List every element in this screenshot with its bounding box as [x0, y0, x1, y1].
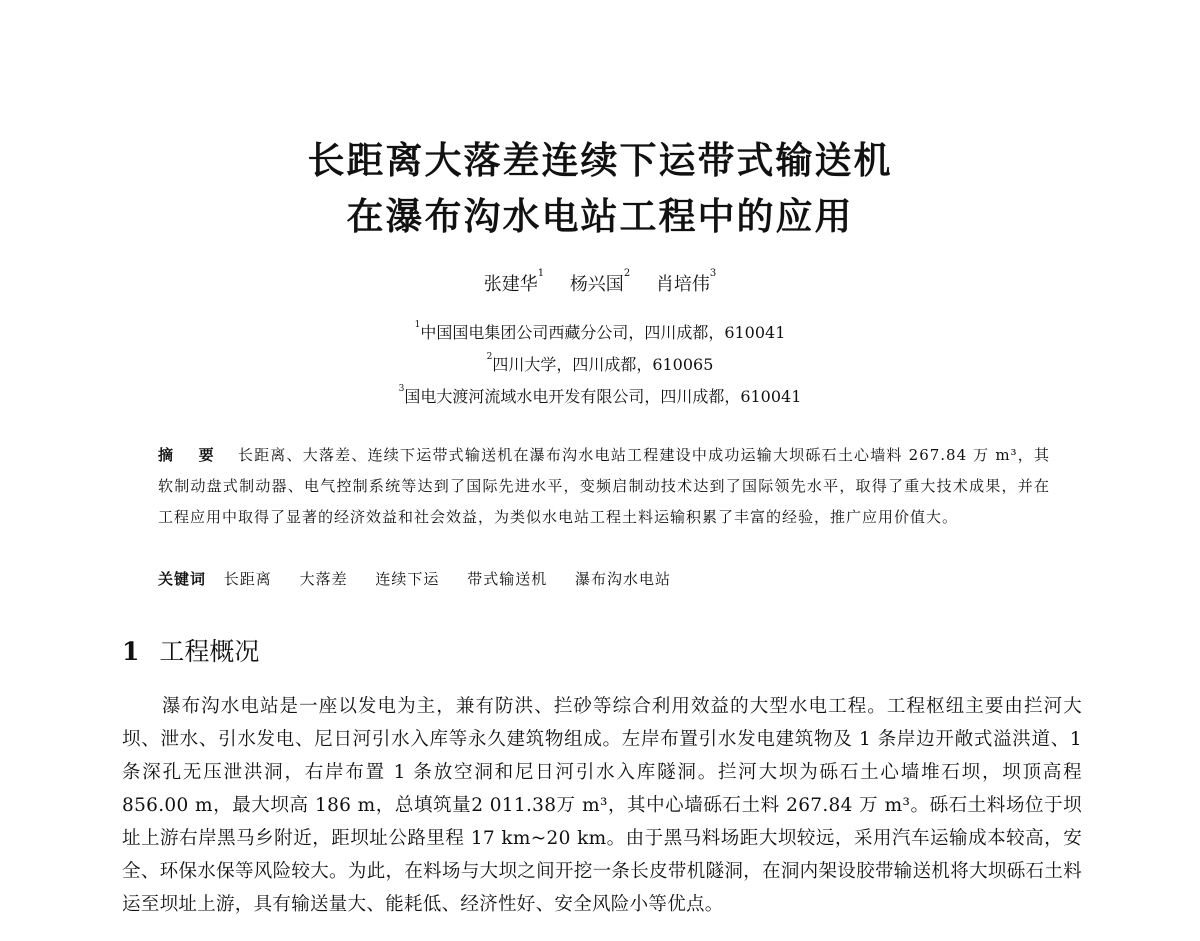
author-sup: 1: [537, 268, 545, 279]
paper-title-line-1: 长距离大落差连续下运带式输送机: [307, 139, 893, 182]
author-2: [570, 270, 630, 296]
affiliation-text: 中国国电集团公司西藏分公司，四川成都，610041: [420, 323, 786, 342]
keyword: 瀑布沟水电站: [574, 570, 671, 588]
keyword: 连续下运: [375, 570, 440, 588]
affiliation-sup: 2: [486, 352, 493, 362]
keyword: 带式输送机: [467, 570, 548, 588]
author-1: [484, 270, 544, 296]
abstract-text: 长距离、大落差、连续下运带式输送机在瀑布沟水电站工程建设中成功运输大坝砾石土心墙料 267.84 万 m³，其软制动盘式制动器、电气控制系统等达到了国际先进水平，变频启制动技术达到了国际领先水平，取得了重大技术成果，并在工程应用中取得了显著的经济效益和社会效益，为类似水电站工程土料运输积累了丰富的经验，推广应用价值大。: [158, 446, 1050, 526]
affiliation-3: [0, 384, 1200, 407]
section-heading: [122, 632, 259, 668]
author-sup: 3: [709, 268, 717, 279]
affiliation-2: [0, 352, 1200, 375]
author-name: 肖培伟: [655, 274, 710, 295]
paper-title-line-2: 在瀑布沟水电站工程中的应用: [346, 195, 854, 238]
keyword: 大落差: [299, 570, 348, 588]
body-paragraph: 瀑布沟水电站是一座以发电为主，兼有防洪、拦砂等综合利用效益的大型水电工程。工程枢纽主要由拦河大坝、泄水、引水发电、尼日河引水入库等永久建筑物组成。左岸布置引水发电建筑物及 1 条岸边开敞式溢洪道、1 条深孔无压泄洪洞，右岸布置 1 条放空洞和尼日河引水入库隧洞。拦河大坝为砾石土心墙堆石坝，坝顶高程 856.00 m，最大坝高 186 m，总填筑量2 011.38万 m³，其中心墙砾石土料 267.84 万 m³。砾石土料场位于坝址上游右岸黑马乡附近，距坝址公路里程 17 km~20 km。由于黑马料场距大坝较远，采用汽车运输成本较高，安全、环保水保等风险较大。为此，在料场与大坝之间开挖一条长皮带机隧洞，在洞内架设胶带输送机将大坝砾石土料运至坝址上游，具有输送量大、能耗低、经济性好、安全风险小等优点。: [122, 696, 1082, 915]
author-3: [656, 270, 716, 296]
affiliation-text: 四川大学，四川成都，610065: [492, 355, 714, 374]
keyword: 长距离: [223, 570, 272, 588]
affiliation-1: [0, 320, 1200, 343]
keywords: [158, 568, 1050, 589]
author-sup: 2: [623, 268, 631, 279]
section-title: 工程概况: [159, 637, 260, 666]
keywords-label: 关键词: [158, 570, 207, 588]
affiliation-text: 国电大渡河流域水电开发有限公司，四川成都，610041: [404, 387, 802, 406]
section-number: 1: [122, 637, 140, 666]
abstract-label: 摘 要: [158, 446, 224, 464]
affiliation-sup: 3: [398, 384, 405, 394]
author-name: 张建华: [483, 274, 538, 295]
abstract: [158, 440, 1050, 533]
affiliation-sup: 1: [414, 320, 421, 330]
author-name: 杨兴国: [569, 274, 624, 295]
author-list: [0, 270, 1200, 296]
